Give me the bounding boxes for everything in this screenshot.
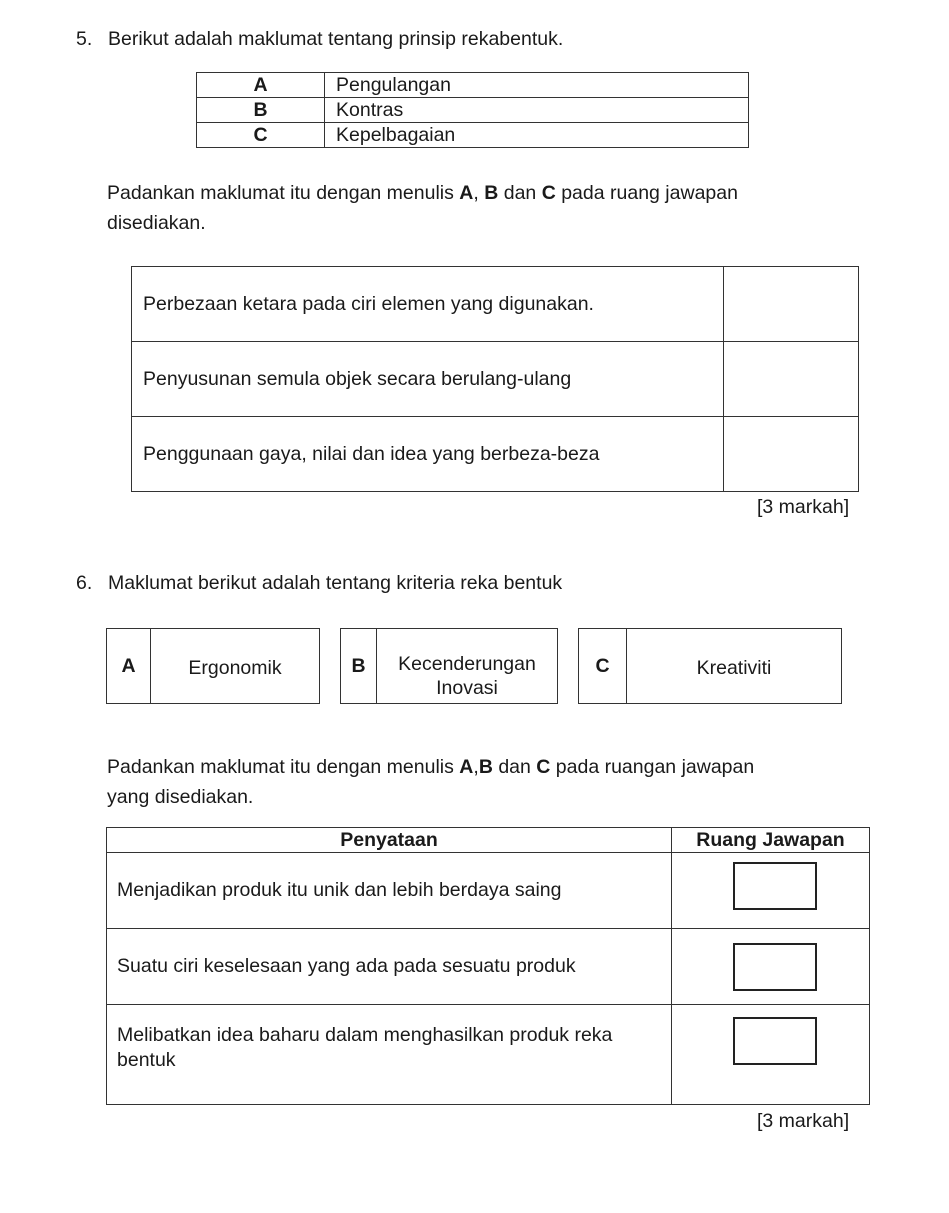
criteria-card-c: [578, 628, 842, 704]
instruction-text: ,: [473, 182, 485, 204]
answer-cell[interactable]: [724, 267, 859, 342]
q6-marks: [3 markah]: [757, 1110, 850, 1132]
q6-instruction: [107, 752, 847, 812]
principle-value: Pengulangan: [325, 73, 749, 98]
instruction-letter-c: C: [541, 182, 556, 204]
criteria-card-a: [106, 628, 320, 704]
answer-box[interactable]: [733, 1017, 817, 1065]
criteria-card-b: [340, 628, 558, 704]
answer-box[interactable]: [733, 943, 817, 991]
q5-marks: [3 markah]: [757, 496, 850, 518]
instruction-letter-b: B: [478, 756, 493, 778]
instruction-text: yang disediakan.: [107, 786, 254, 808]
card-name: Kecenderungan Inovasi: [398, 653, 536, 699]
instruction-text: Padankan maklumat itu dengan menulis: [107, 182, 460, 204]
principle-key: A: [197, 73, 325, 98]
table-row: [107, 929, 870, 1005]
q5-principle-table: [196, 72, 749, 148]
table-row: [197, 98, 749, 123]
q5-title: [76, 28, 563, 51]
table-header-row: [107, 828, 870, 853]
instruction-text: pada ruang jawapan: [555, 182, 738, 204]
instruction-text: disediakan.: [107, 212, 206, 234]
table-row: [132, 267, 859, 342]
table-row: [107, 1005, 870, 1105]
instruction-letter-c: C: [536, 756, 551, 778]
instruction-letter-b: B: [484, 182, 499, 204]
answer-cell[interactable]: [724, 342, 859, 417]
q6-answer-table: [106, 827, 870, 1105]
statement-cell: Penyusunan semula objek secara berulang-ulang: [132, 342, 724, 417]
table-row: [132, 342, 859, 417]
answer-cell[interactable]: [724, 417, 859, 492]
table-row: [107, 853, 870, 929]
card-letter: B: [341, 629, 377, 703]
q5-instruction: [107, 178, 847, 238]
card-letter: A: [107, 629, 151, 703]
instruction-letter-a: A: [459, 756, 474, 778]
table-row: [197, 73, 749, 98]
answer-cell: [672, 853, 870, 929]
statement-cell: Suatu ciri keselesaan yang ada pada sesuatu produk: [107, 929, 672, 1005]
instruction-text: ,: [473, 756, 479, 778]
instruction-letter-a: A: [459, 182, 474, 204]
instruction-text: Padankan maklumat itu dengan menulis: [107, 756, 460, 778]
principle-key: C: [197, 123, 325, 148]
answer-cell: [672, 929, 870, 1005]
q5-number: 5.: [76, 28, 93, 50]
q6-number: 6.: [76, 572, 93, 594]
q5-title-text: Berikut adalah maklumat tentang prinsip rekabentuk.: [108, 28, 564, 50]
table-row: [197, 123, 749, 148]
principle-value: Kontras: [325, 98, 749, 123]
principle-key: B: [197, 98, 325, 123]
card-name: Kreativiti: [696, 657, 772, 679]
instruction-text: pada ruangan jawapan: [550, 756, 755, 778]
principle-value: Kepelbagaian: [325, 123, 749, 148]
q6-title: [76, 572, 562, 595]
instruction-text: dan: [492, 756, 537, 778]
instruction-text: dan: [498, 182, 542, 204]
answer-box[interactable]: [733, 862, 817, 910]
statement-cell: Perbezaan ketara pada ciri elemen yang digunakan.: [132, 267, 724, 342]
q6-title-text: Maklumat berikut adalah tentang kriteria reka bentuk: [108, 572, 563, 594]
q5-answer-table: [131, 266, 859, 492]
statement-cell: Melibatkan idea baharu dalam menghasilkan produk reka bentuk: [107, 1005, 672, 1105]
header-answer: Ruang Jawapan: [672, 828, 870, 853]
answer-cell: [672, 1005, 870, 1105]
statement-cell: Menjadikan produk itu unik dan lebih berdaya saing: [107, 853, 672, 929]
table-row: [132, 417, 859, 492]
card-letter: C: [579, 629, 627, 703]
card-name: Ergonomik: [188, 657, 282, 679]
statement-cell: Penggunaan gaya, nilai dan idea yang berbeza-beza: [132, 417, 724, 492]
header-statement: Penyataan: [107, 828, 672, 853]
